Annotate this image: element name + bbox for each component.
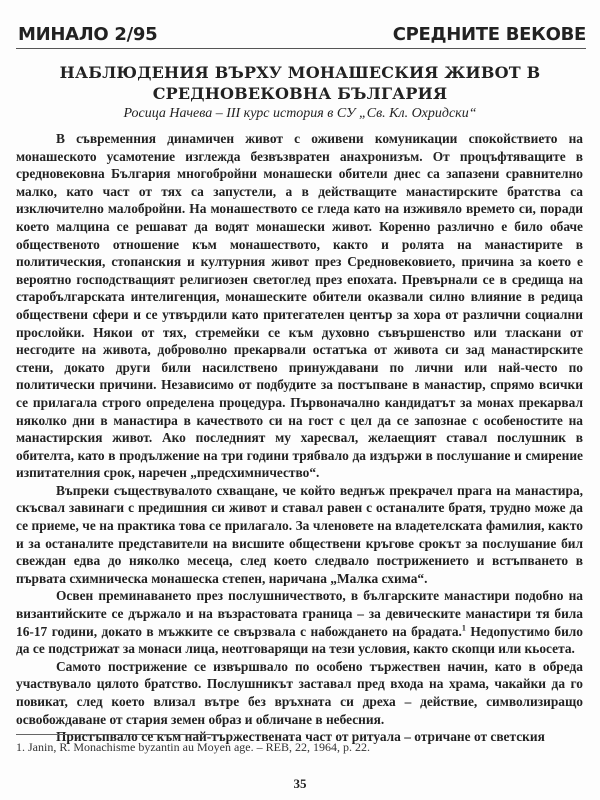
paragraph-1: В съвременния динамичен живот с оживени комуникации спокойствието на монашеското усамотение изглежда безвъзвратен анахронизъм. От процъфтяващите в средновековна България многобройни монашески обители днес са запазени сравнително малко, като част от тях са запустели, а в действащите манастирските братства са изключително малобройни. На монашеството се гледа като на изживяло времето си, поради което малцина се решават да водят монашески живот. Коренно различно е било обаче общественото отношение към монашеството, както и ролята на манастирите в политическия, стопанския и културния живот през Средновековието, причина за което е вероятно господстващият религиозен светоглед през епохата. Превърнали се в средища на старобългарската интелигенция, монашеските обители оказвали силно влияние в редица обществени сфери и се утвърдили като притегателен център за хора от различни социални прослойки. Някои от тях, стремейки се към духовно съвършенство или тласкани от несгодите на живота, доброволно прекарвали остатъка от живота си зад манастирските стени, докато други били насилствено принуждавани по лични или най-често по политически причини. Независимо от подбудите за постъпване в манастир, спрямо всички се прилагала строго определена процедура. Първоначално кандидатът за монах прекарвал няколко дни в манастира в качеството си на гост с цел да се запознае с особеностите на манастирския живот. Ако последният му харесвал, желаещият ставал послушник в обителта, като в продължение на три години трябвало да издържи в послушание и смирение изпитателния срок, наречен „предсхимничество“. <box>16 131 583 481</box>
article-title-line-1: НАБЛЮДЕНИЯ ВЪРХУ МОНАШЕСКИЯ ЖИВОТ В <box>59 63 541 82</box>
article-heading <box>0 62 600 123</box>
journal-issue: МИНАЛО 2/95 <box>18 24 158 45</box>
paragraph-4: Самото пострижение се извършвало по особено тържествен начин, като в обреда участвувало цялото братство. Послушникът заставал пред входа на храма, чакайки да го повикат, след което влизал вътре без връхната си дреха – действие, символизиращо освобождаване от стария земен образ и обличане в небесния. <box>16 658 583 727</box>
article-title-line-2: СРЕДНОВЕКОВНА БЪЛГАРИЯ <box>152 84 448 103</box>
paragraph-3-text: Освен преминаването през послушничеството, в българските манастири подобно на византийските се държало и на възрастовата граница – за девическите манастири тя била 16-17 години, докато в мъжките се свързвала с набождането на брадата. <box>16 588 583 639</box>
footnote-divider <box>16 734 221 735</box>
paragraph-3-continuation: Недопустимо било да се подстрижат за монаси лица, неотговарящи на тези условия, както скопци или кьосета. <box>16 623 583 657</box>
page-number: 35 <box>293 776 307 791</box>
running-header <box>16 22 586 49</box>
article-body <box>16 130 583 746</box>
paragraph-3 <box>16 587 583 657</box>
article-author: Росица Начева – III курс история в СУ „Св. Кл. Охридски“ <box>123 106 477 121</box>
footnote-1: 1. Janin, R. Monachisme byzantin au Moyen age. – REB, 22, 1964, p. 22. <box>16 740 370 754</box>
paragraph-5: Пристъпвало се към най-тържествената част от ритуала – отричане от светския <box>56 729 545 745</box>
section-title: СРЕДНИТЕ ВЕКОВЕ <box>392 24 586 45</box>
paragraph-2: Въпреки съществувалото схващане, че който веднъж прекрачел прага на манастира, скъсвал завинаги с предишния си живот и ставал равен с останалите братя, трудно може да се приеме, че на практика това се прилагало. За членовете на владетелската фамилия, както и за останалите представители на висшите обществени кръгове срокът за послушание бил свеждан едва до няколко месеца, след което следвало пострижението и встъпването в първата схимническа монашеска степен, наричана „Малка схима“. <box>16 482 583 586</box>
footnote-reference-1: 1 <box>461 623 466 633</box>
